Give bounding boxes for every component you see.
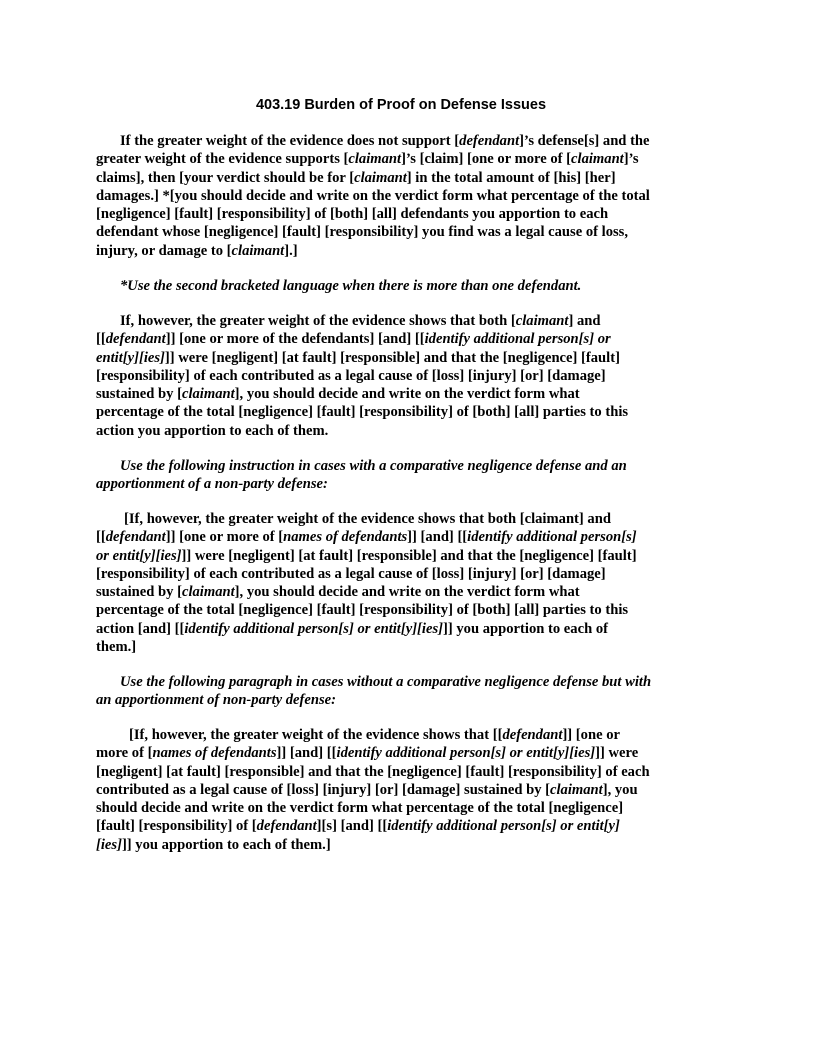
- text-run: sustained by [: [96, 386, 182, 403]
- placeholder-term: defendant: [105, 331, 166, 348]
- text-line: [96, 422, 714, 440]
- text-run: action you apportion to each of them.: [96, 422, 329, 439]
- placeholder-term: or entit[y][ies]: [96, 547, 182, 564]
- text-run: action [and] [[: [96, 620, 185, 637]
- text-line: [96, 781, 714, 799]
- text-line: [96, 223, 714, 241]
- text-line: [96, 312, 714, 330]
- text-line: [96, 817, 714, 835]
- placeholder-term: entit[y][ies]: [96, 349, 165, 366]
- text-line: [96, 367, 714, 385]
- text-line: [96, 403, 714, 421]
- text-run: contributed as a legal cause of [loss] [injury] [or] [damage] sustained by [: [96, 781, 551, 798]
- text-run: more of [: [96, 745, 153, 762]
- text-run: them.]: [96, 639, 137, 656]
- text-line: [96, 205, 714, 223]
- text-run: should decide and write on the verdict form what percentage of the total [negligence]: [96, 800, 624, 817]
- placeholder-term: identify additional person[s] or entit[y][ies]: [336, 745, 596, 762]
- text-run: ]] you apportion to each of: [443, 620, 608, 637]
- text-line: [96, 620, 714, 638]
- placeholder-term: claimant: [550, 781, 603, 798]
- placeholder-term: claimant: [181, 386, 235, 403]
- note-line: apportionment of a non-party defense:: [96, 476, 328, 493]
- text-run: percentage of the total [negligence] [fault] [responsibility] of [both] [all] parties to this: [96, 602, 629, 619]
- text-run: ] and: [568, 313, 601, 329]
- text-run: [[: [96, 331, 106, 348]
- placeholder-term: claimant: [354, 169, 407, 186]
- text-run: ]] [and] [[: [407, 529, 468, 546]
- text-run: claims], then [your verdict should be for [: [96, 169, 355, 186]
- text-line: [96, 638, 714, 656]
- text-run: greater weight of the evidence supports [: [96, 151, 349, 168]
- note-no-comparative-defense: [96, 673, 714, 710]
- placeholder-term: identify additional person[s] or entit[y]: [387, 818, 620, 835]
- placeholder-term: claimant: [181, 584, 235, 601]
- placeholder-term: claimant: [571, 151, 624, 168]
- text-run: defendant whose [negligence] [fault] [responsibility] you find was a legal cause of loss,: [96, 224, 629, 241]
- text-run: percentage of the total [negligence] [fault] [responsibility] of [both] [all] parties to this: [96, 404, 629, 421]
- text-run: ]’s: [623, 151, 639, 168]
- note-line: Use the following paragraph in cases without a comparative negligence defense but with: [120, 674, 652, 690]
- text-line: [96, 330, 714, 348]
- text-run: ]] were [negligent] [at fault] [responsible] and that the [negligence] [fault]: [181, 547, 637, 564]
- placeholder-term: claimant: [348, 151, 402, 168]
- text-run: If the greater weight of the evidence does not support [: [120, 133, 460, 149]
- text-run: [responsibility] of each contributed as a legal cause of [loss] [injury] [or] [damage]: [96, 565, 606, 582]
- text-run: ]] you apportion to each of them.]: [121, 836, 331, 853]
- text-run: ]] [one or more of the defendants] [and] [[: [165, 331, 425, 348]
- text-line: [96, 583, 714, 601]
- paragraph-comparative-apportionment: [96, 312, 714, 440]
- note-line: Use the following instruction in cases with a comparative negligence defense and an: [120, 458, 627, 474]
- text-line: [96, 836, 714, 854]
- text-run: ]’s defense[s] and the: [519, 133, 650, 149]
- placeholder-term: identify additional person[s] or: [424, 331, 611, 348]
- placeholder-term: names of defendants: [152, 745, 277, 762]
- text-run: ]] [one or: [562, 727, 620, 743]
- text-run: ]’s [claim] [one or more of [: [401, 151, 572, 168]
- text-line: [96, 528, 714, 546]
- text-line: [96, 601, 714, 619]
- text-line: [96, 385, 714, 403]
- placeholder-term: identify additional person[s] or entit[y][ies]: [184, 620, 443, 637]
- placeholder-term: defendant: [105, 529, 166, 546]
- placeholder-term: [ies]: [96, 836, 122, 853]
- text-run: [If, however, the greater weight of the evidence shows that both [claimant] and: [124, 511, 611, 527]
- text-line: [96, 132, 714, 150]
- text-run: ], you: [602, 781, 638, 798]
- text-run: [responsibility] of each contributed as a legal cause of [loss] [injury] [or] [damage]: [96, 367, 606, 384]
- page-title: 403.19 Burden of Proof on Defense Issues: [255, 97, 547, 113]
- text-run: [negligence] [fault] [responsibility] of [both] [all] defendants you apportion to each: [96, 206, 609, 223]
- placeholder-term: identify additional person[s]: [467, 529, 637, 546]
- text-line: [96, 150, 714, 168]
- text-line: [96, 763, 714, 781]
- note-text: *Use the second bracketed language when there is more than one defendant.: [120, 278, 582, 294]
- text-run: injury, or damage to [: [96, 242, 232, 259]
- note-line: an apportionment of non-party defense:: [96, 692, 336, 709]
- text-run: ]] were [negligent] [at fault] [responsible] and that the [negligence] [fault]: [164, 349, 620, 366]
- text-run: ], you should decide and write on the verdict form what: [234, 584, 580, 601]
- paragraph-non-party-only: [96, 726, 714, 854]
- text-run: [[: [96, 529, 106, 546]
- text-run: ]] [and] [[: [276, 745, 337, 762]
- text-run: [If, however, the greater weight of the evidence shows that [[: [129, 727, 503, 743]
- text-run: If, however, the greater weight of the evidence shows that both [: [120, 313, 516, 329]
- text-run: ].]: [284, 242, 298, 259]
- text-line: [96, 799, 714, 817]
- text-line: [96, 242, 714, 260]
- text-run: ]] were: [595, 745, 639, 762]
- text-run: ], you should decide and write on the verdict form what: [234, 386, 580, 403]
- placeholder-term: names of defendants: [283, 529, 408, 546]
- text-line: [96, 187, 714, 205]
- paragraph-claim-verdict: [96, 132, 714, 260]
- text-line: [96, 547, 714, 565]
- text-line: [96, 349, 714, 367]
- text-run: ] in the total amount of [his] [her]: [406, 169, 616, 186]
- text-run: ]] [one or more of [: [165, 529, 284, 546]
- text-run: damages.] *[you should decide and write on the verdict form what percentage of the total: [96, 187, 650, 204]
- text-run: ][s] [and] [[: [316, 818, 388, 835]
- text-run: [negligent] [at fault] [responsible] and that the [negligence] [fault] [responsibility] of each: [96, 763, 650, 780]
- placeholder-term: defendant: [256, 818, 317, 835]
- text-run: [fault] [responsibility] of [: [96, 818, 257, 835]
- placeholder-term: defendant: [459, 133, 520, 149]
- paragraph-non-party-comparative: [96, 510, 714, 656]
- text-line: [96, 744, 714, 762]
- note-comparative-defense: [96, 457, 714, 494]
- text-line: [96, 510, 714, 528]
- text-run: sustained by [: [96, 584, 182, 601]
- placeholder-term: claimant: [515, 313, 569, 329]
- placeholder-term: defendant: [502, 727, 563, 743]
- note-bracketed-language: [96, 277, 714, 295]
- text-line: [96, 726, 714, 744]
- placeholder-term: claimant: [231, 242, 285, 259]
- text-line: [96, 169, 714, 187]
- text-line: [96, 565, 714, 583]
